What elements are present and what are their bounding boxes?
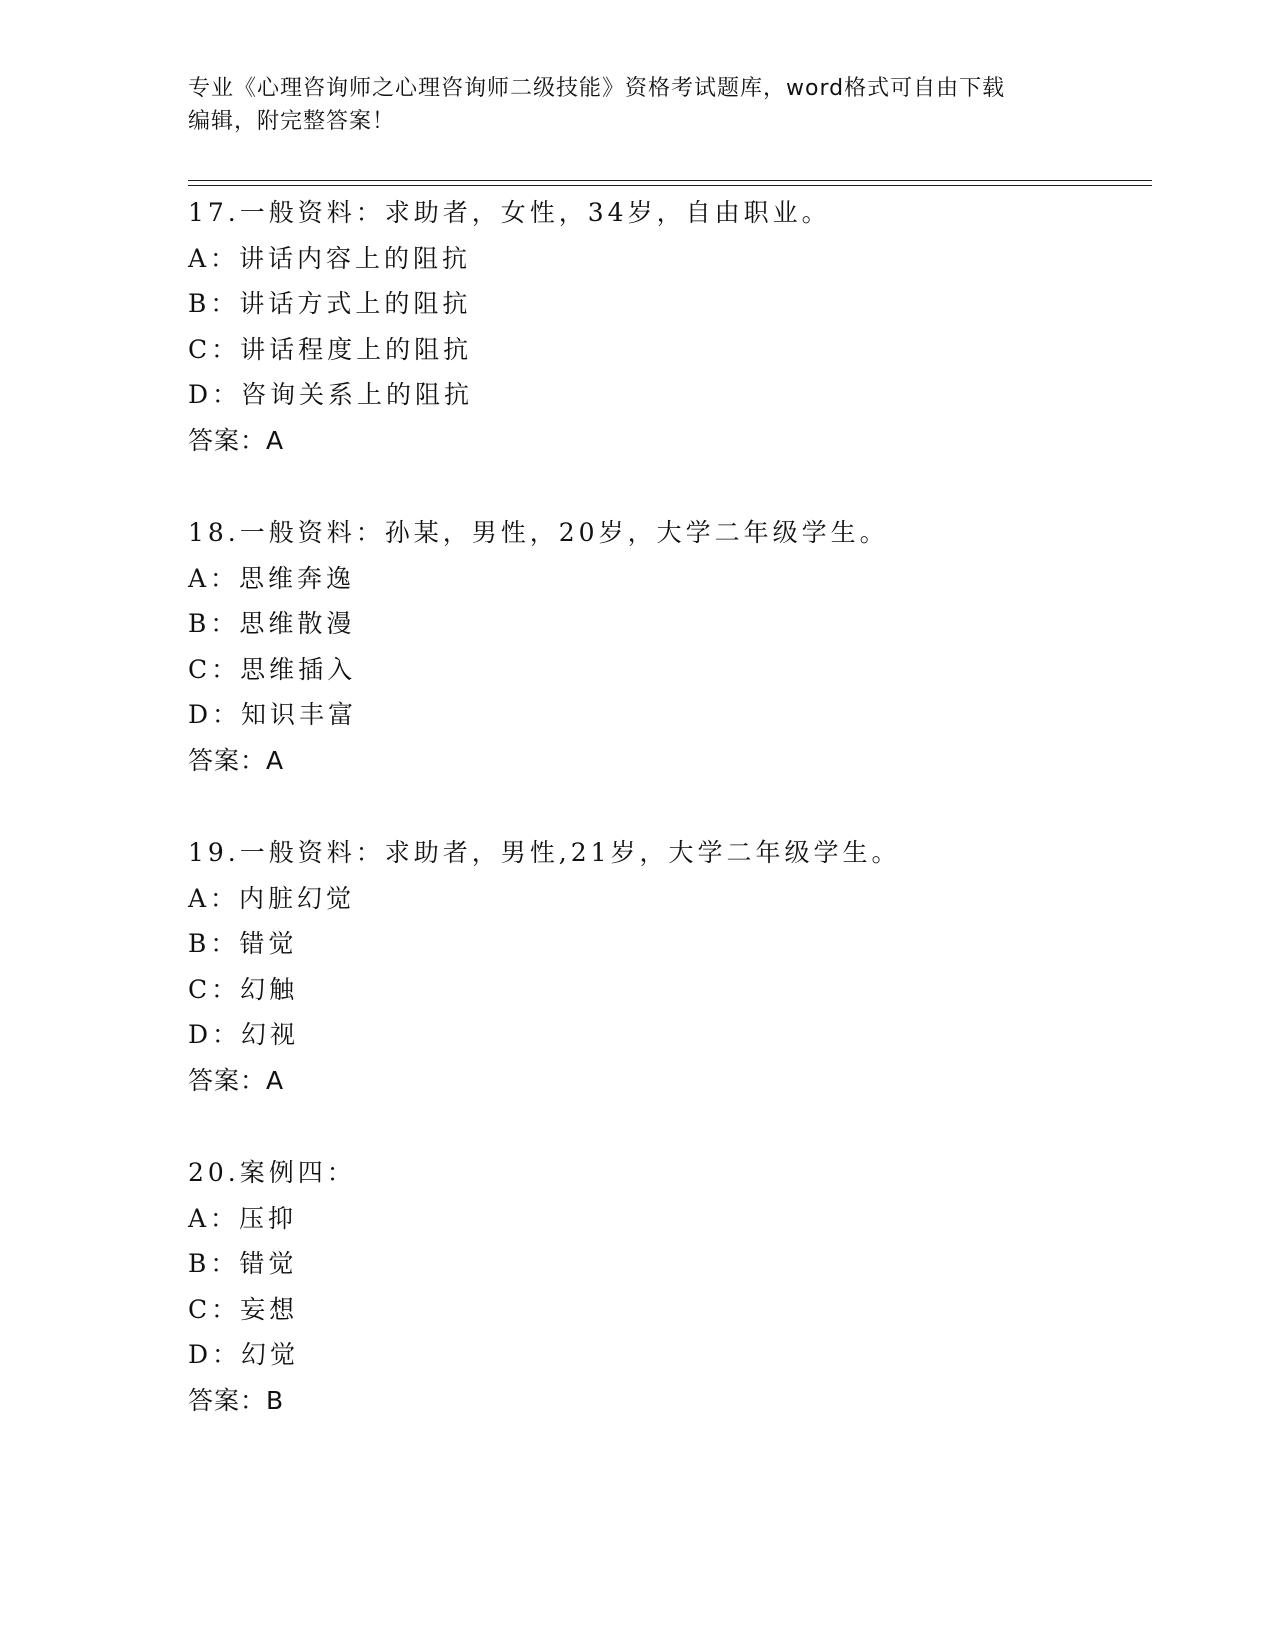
- option-c: C：思维插入: [188, 654, 357, 684]
- answer-line: 答案：A: [188, 425, 285, 455]
- header-divider-bottom: [188, 185, 1152, 186]
- question-stem: 20.案例四：: [188, 1158, 356, 1187]
- question-19: [188, 830, 1148, 1104]
- question-stem: 19.一般资料：求助者，男性,21岁，大学二年级学生。: [188, 838, 901, 867]
- question-20: [188, 1150, 1148, 1424]
- header-divider-top: [188, 180, 1152, 181]
- option-d: D：咨询关系上的阻抗: [188, 380, 474, 410]
- option-c: C：幻触: [188, 974, 299, 1004]
- option-a: A：内脏幻觉: [188, 883, 356, 913]
- answer-line: 答案：A: [188, 745, 285, 775]
- question-stem: 18.一般资料：孙某，男性，20岁，大学二年级学生。: [188, 518, 889, 547]
- option-a: A：压抑: [188, 1203, 298, 1233]
- option-b: B：错觉: [188, 1249, 298, 1279]
- option-c: C：讲话程度上的阻抗: [188, 334, 473, 364]
- header-line-2: 编辑，附完整答案！: [188, 109, 396, 134]
- option-b: B：讲话方式上的阻抗: [188, 289, 472, 319]
- option-d: D：幻视: [188, 1020, 300, 1050]
- question-stem: 17.一般资料：求助者，女性，34岁，自由职业。: [188, 198, 831, 227]
- option-c: C：妄想: [188, 1294, 299, 1324]
- option-a: A：思维奔逸: [188, 563, 356, 593]
- question-17: [188, 190, 1148, 464]
- option-d: D：知识丰富: [188, 700, 358, 730]
- option-d: D：幻觉: [188, 1340, 300, 1370]
- option-a: A：讲话内容上的阻抗: [188, 243, 472, 273]
- answer-line: 答案：A: [188, 1065, 285, 1095]
- answer-line: 答案：B: [188, 1385, 285, 1415]
- option-b: B：思维散漫: [188, 609, 356, 639]
- question-18: [188, 510, 1148, 784]
- document-header: [188, 72, 1078, 138]
- option-b: B：错觉: [188, 929, 298, 959]
- header-line-1: 专业《心理咨询师之心理咨询师二级技能》资格考试题库，word格式可自由下载: [188, 76, 1006, 101]
